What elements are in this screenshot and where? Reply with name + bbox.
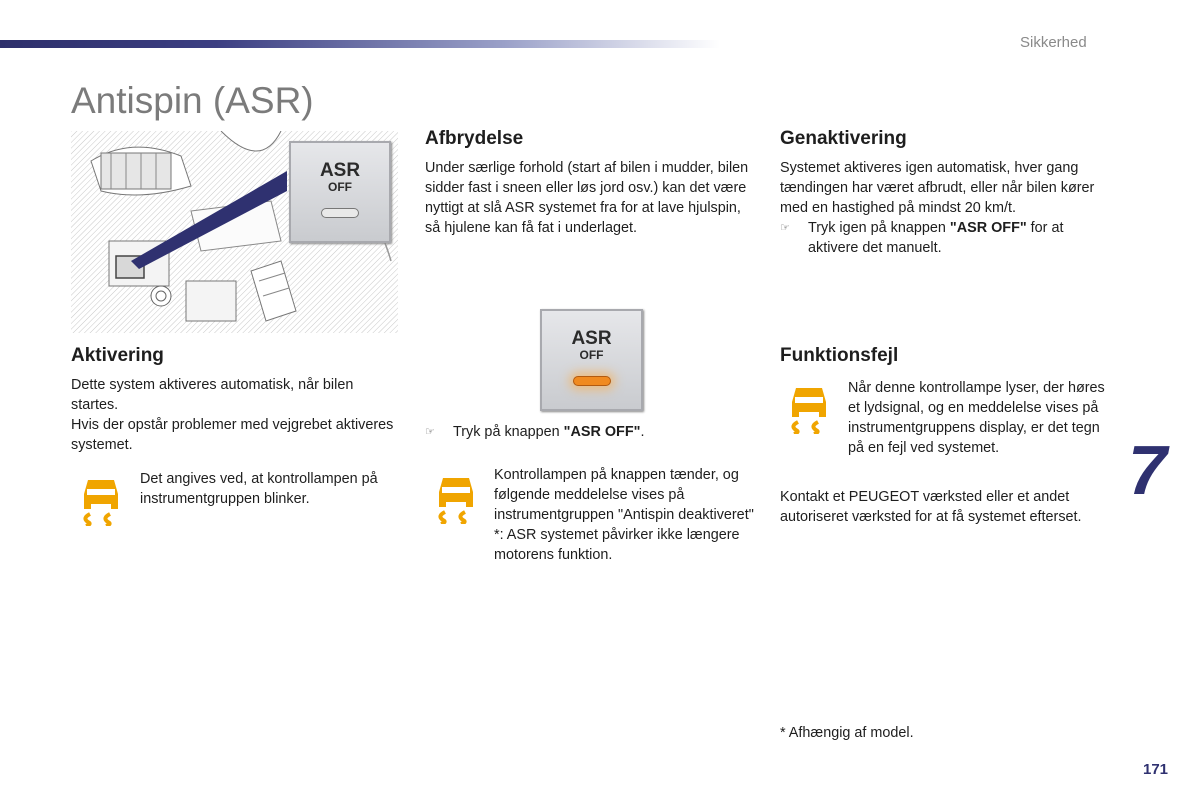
traction-control-warning-icon [433, 474, 479, 524]
bullet-text-bold: "ASR OFF" [949, 220, 1027, 236]
button-led-on [573, 376, 611, 386]
aktivering-para1: Dette system aktiveres automatisk, når bilen startes. [71, 377, 354, 413]
afbrydelse-section [425, 128, 755, 238]
aktivering-warning-text: Det angives ved, at kontrollampen på instrumentgruppen blinker. [140, 471, 378, 507]
header-rule [0, 40, 720, 48]
afbrydelse-heading: Afbrydelse [425, 128, 524, 149]
page-number: 171 [1143, 761, 1169, 778]
pointing-hand-icon: ☞ [425, 426, 435, 438]
aktivering-section [71, 345, 401, 455]
aktivering-heading: Aktivering [71, 345, 164, 366]
genaktivering-section [780, 128, 1110, 258]
asr-off-button-image [289, 141, 391, 243]
asr-off-button-lit-image [540, 309, 643, 411]
bullet-text-bold: "ASR OFF" [563, 424, 641, 440]
funktionsfejl-para: Kontakt et PEUGEOT værksted eller et andet autoriseret værksted for at få systemet efterset. [780, 489, 1082, 525]
afbrydelse-bullet [425, 422, 783, 442]
traction-control-warning-icon [78, 476, 124, 526]
bullet-text-pre: Tryk på knappen [453, 424, 564, 440]
section-label: Sikkerhed [1020, 34, 1087, 51]
funktionsfejl-heading: Funktionsfejl [780, 345, 899, 366]
button-label-off: OFF [328, 180, 352, 194]
bullet-text-post: for at aktivere det manuelt. [808, 220, 1064, 256]
button-led-off [321, 208, 359, 218]
funktionsfejl-warning-text: Når denne kontrollampe lyser, der høres et lydsignal, og en meddelelse vises på instrumentgruppens display, er det tegn på en fejl ved systemet. [848, 380, 1105, 456]
button-label-asr: ASR [319, 160, 361, 181]
genaktivering-bullet [780, 218, 1110, 258]
funktionsfejl-section [780, 345, 1110, 367]
traction-control-warning-icon [786, 384, 832, 434]
pointing-hand-icon: ☞ [780, 222, 790, 234]
chapter-number: 7 [1128, 431, 1167, 509]
button-label-asr: ASR [571, 328, 612, 349]
afbrydelse-warning-text: Kontrollampen på knappen tænder, og følgende meddelelse vises på instrumentgruppen "Antispin deaktiveret" *: ASR systemet påvirker ikke længere motorens funktion. [494, 467, 754, 563]
bullet-text-pre: Tryk igen på knappen [808, 220, 950, 236]
page-title: Antispin (ASR) [71, 80, 314, 121]
genaktivering-para: Systemet aktiveres igen automatisk, hver gang tændingen har været afbrudt, eller når bilen kører med en hastighed på mindst 20 km/t. [780, 160, 1095, 216]
footnote: * Afhængig af model. [780, 725, 914, 741]
genaktivering-heading: Genaktivering [780, 128, 907, 149]
bullet-text-post: . [640, 424, 645, 440]
aktivering-para2: Hvis der opstår problemer med vejgrebet aktiveres systemet. [71, 417, 394, 453]
afbrydelse-para: Under særlige forhold (start af bilen i mudder, bilen sidder fast i sneen eller løs jord osv.) kan det være nyttigt at slå ASR systemet fra for at lave hjulspin, så hjulene kan få fat i underlaget. [425, 160, 749, 236]
button-label-off: OFF [579, 348, 604, 362]
